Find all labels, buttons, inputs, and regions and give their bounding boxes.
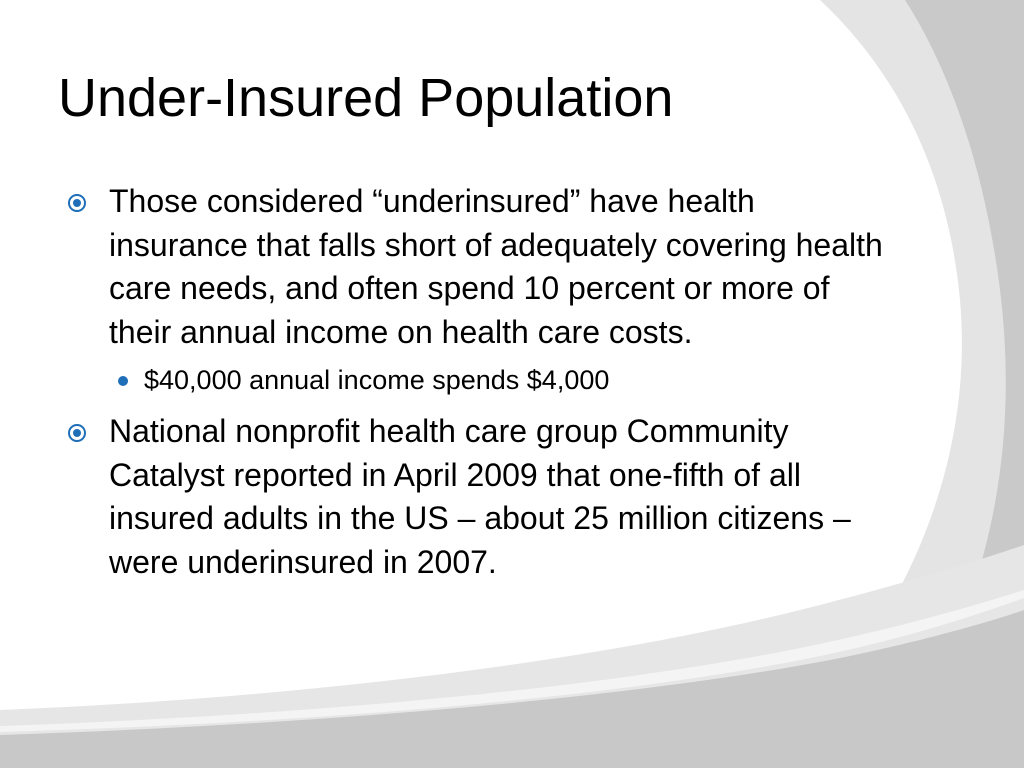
bullet-item [64, 180, 894, 354]
bullet-text: Those considered “underinsured” have health insurance that falls short of adequately covering health care needs, and often spend 10 percent or more of their annual income on health care costs. [109, 183, 883, 350]
dot-icon [118, 376, 128, 386]
sub-bullet-text: $40,000 annual income spends $4,000 [144, 365, 610, 395]
sub-bullet-item [64, 362, 894, 398]
slide-content [64, 180, 894, 584]
bullet-item [64, 410, 894, 584]
circled-dot-icon [67, 193, 87, 213]
bullet-text: National nonprofit health care group Community Catalyst reported in April 2009 that one-fifth of all insured adults in the US – about 25 million citizens – were underinsured in 2007. [109, 413, 851, 580]
slide-title: Under-Insured Population [58, 68, 674, 128]
circled-dot-icon [67, 423, 87, 443]
